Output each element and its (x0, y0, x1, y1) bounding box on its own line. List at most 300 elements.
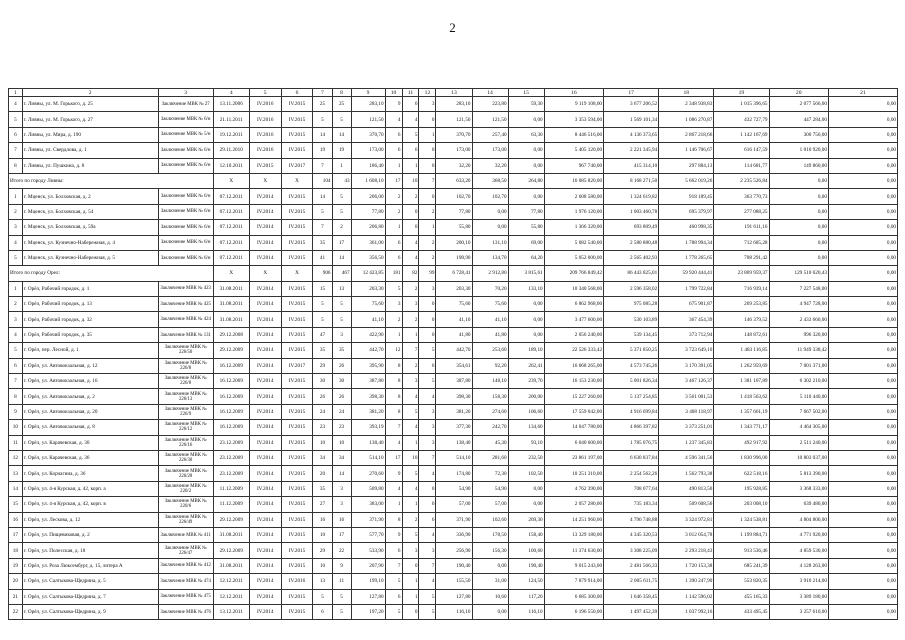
address-cell: г. Орёл, ул. Автовокзальная, д. 8 (22, 420, 158, 435)
value-cell: 1 010 920,00 (769, 143, 828, 158)
value-cell: IV.2016 (249, 112, 281, 127)
row-index: 7 (9, 374, 23, 389)
subtotal-cell: 10 (402, 173, 419, 188)
value-cell: IV.2015 (281, 512, 313, 527)
value-cell: 269,30 (508, 512, 544, 527)
value-cell: 3 (402, 374, 419, 389)
value-cell: 14 (313, 127, 332, 142)
subtotal-cell: 17 (385, 173, 402, 188)
value-cell: IV.2015 (281, 374, 313, 389)
subtotal-cell: 209 766 849,42 (544, 266, 603, 281)
address-cell: г. Орёл, ул. Корчагина, д. 36 (22, 466, 158, 481)
value-cell: 1 720 153,38 (659, 558, 714, 573)
value-cell: 7 227 548,00 (769, 281, 828, 296)
value-cell: 54,90 (436, 481, 472, 496)
value-cell: 5 (313, 204, 332, 219)
value-cell: 0,00 (828, 297, 897, 312)
table-row (9, 127, 898, 142)
value-cell: 1 (402, 574, 419, 589)
value-cell: 6 862 968,00 (544, 297, 603, 312)
value-cell: 1 788 994,34 (659, 235, 714, 250)
value-cell: 442,70 (436, 343, 472, 358)
value-cell: 2 (402, 358, 419, 373)
value-cell: 134,60 (508, 420, 544, 435)
value-cell: 10 340 568,00 (544, 281, 603, 296)
document-cell: Заключение МВК № 226/47 (158, 543, 213, 558)
value-cell: 0,00 (828, 497, 897, 512)
value-cell: 0,00 (828, 189, 897, 204)
value-cell: 6 (402, 143, 419, 158)
subtotal-cell: X (213, 266, 249, 281)
value-cell: IV.2015 (281, 589, 313, 604)
value-cell: 5 (419, 604, 436, 619)
address-cell: г. Орёл, Рабочий городок, д. 13 (22, 297, 158, 312)
value-cell: 4 762 390,00 (544, 481, 603, 496)
value-cell: 0,00 (828, 112, 897, 127)
value-cell: IV.2014 (249, 574, 281, 589)
value-cell: 616 147,59 (714, 143, 769, 158)
value-cell: 398,30 (436, 389, 472, 404)
value-cell: 2 057 280,00 (544, 497, 603, 512)
column-number-cell: 9 (351, 89, 385, 97)
value-cell: 0,00 (828, 281, 897, 296)
value-cell: 257,40 (472, 127, 508, 142)
value-cell: 133,10 (508, 281, 544, 296)
value-cell: 0,00 (828, 343, 897, 358)
value-cell: 0 (419, 143, 436, 158)
value-cell: 55,80 (436, 220, 472, 235)
value-cell: 1 (402, 589, 419, 604)
value-cell: 3 012 054,78 (659, 527, 714, 542)
value-cell: 283,10 (351, 97, 385, 112)
value-cell: 191 611,16 (714, 220, 769, 235)
value-cell: 16 153 230,00 (544, 374, 603, 389)
value-cell: 34 (332, 450, 351, 465)
subtotal-cell: 3 815,61 (508, 266, 544, 281)
date-cell: 23.12.2009 (213, 435, 249, 450)
value-cell: 17 (332, 527, 351, 542)
address-cell: г. Ливны, ул. М. Горького, д. 27 (22, 112, 158, 127)
address-cell: г. Орёл, ул. Автовокзальная, д. 2 (22, 389, 158, 404)
value-cell: 639 480,00 (769, 497, 828, 512)
value-cell: 274,60 (472, 404, 508, 419)
row-index: 14 (9, 481, 23, 496)
document-cell: Заключение МВК № 6/н (158, 112, 213, 127)
value-cell: IV.2015 (281, 204, 313, 219)
row-index: 2 (9, 204, 23, 219)
value-cell: 30 (313, 374, 332, 389)
value-cell: 2 (332, 220, 351, 235)
value-cell: 530 103,89 (604, 312, 659, 327)
value-cell: 8 (385, 389, 402, 404)
value-cell: 0,00 (828, 435, 897, 450)
value-cell: 442,70 (351, 343, 385, 358)
value-cell: 367 454,39 (659, 312, 714, 327)
value-cell: 77,80 (351, 204, 385, 219)
value-cell: 1 390 247,90 (659, 574, 714, 589)
value-cell: 5 (332, 589, 351, 604)
value-cell: 20 (313, 466, 332, 481)
address-cell: г. Ливны, ул. М. Горького, д. 25 (22, 97, 158, 112)
value-cell: IV.2015 (281, 143, 313, 158)
value-cell: 5 371 850,25 (604, 343, 659, 358)
value-cell: 0,00 (472, 204, 508, 219)
value-cell: 277 088,25 (714, 204, 769, 219)
row-index: 13 (9, 466, 23, 481)
value-cell: 0,00 (828, 204, 897, 219)
document-cell: Заключение МВК № 226/9 (158, 404, 213, 419)
value-cell: 7 001 371,00 (769, 358, 828, 373)
table-row (9, 435, 898, 450)
document-cell: Заключение МВК № 27 (158, 97, 213, 112)
value-cell: 1 357 661,19 (714, 404, 769, 419)
date-cell: 31.08.2011 (213, 312, 249, 327)
value-cell: 1 (385, 497, 402, 512)
value-cell: 918 189,45 (659, 189, 714, 204)
value-cell: 41,10 (472, 312, 508, 327)
value-cell: 7 (313, 220, 332, 235)
address-cell: г. Орёл, ул. 4-я Курская, д. 42, корп. в (22, 497, 158, 512)
document-cell: Заключение МВК № 6/н (158, 220, 213, 235)
date-cell: 12.12.2011 (213, 589, 249, 604)
value-cell: 447 284,00 (769, 112, 828, 127)
value-cell: 239,70 (508, 374, 544, 389)
value-cell: 577,70 (351, 527, 385, 542)
value-cell: 708 291,42 (714, 250, 769, 265)
row-index: 5 (9, 112, 23, 127)
subtotal-cell: 82 (402, 266, 419, 281)
table-row (9, 250, 898, 265)
value-cell: 693 809,49 (604, 220, 659, 235)
value-cell: 1 037 992,16 (659, 604, 714, 619)
table-row (9, 281, 898, 296)
value-cell: IV.2015 (249, 158, 281, 173)
row-index: 17 (9, 527, 23, 542)
column-number-cell: 13 (436, 89, 472, 97)
value-cell: 203,30 (436, 281, 472, 296)
value-cell: 539 134,45 (604, 327, 659, 342)
value-cell: 10,60 (472, 589, 508, 604)
value-cell: 0,00 (828, 558, 897, 573)
address-cell: г. Орёл, Рабочий городок, д. 32 (22, 312, 158, 327)
value-cell: 5 (313, 589, 332, 604)
value-cell: 6 685 300,00 (544, 589, 603, 604)
subtotal-cell: 43 (332, 173, 351, 188)
value-cell: 1 199 884,71 (714, 527, 769, 542)
value-cell: 2 596 358,02 (604, 281, 659, 296)
value-cell: 7 (313, 158, 332, 173)
value-cell: IV.2014 (249, 235, 281, 250)
value-cell: IV.2014 (249, 358, 281, 373)
value-cell: 509,80 (351, 481, 385, 496)
row-index: 6 (9, 127, 23, 142)
value-cell: IV.2014 (249, 343, 281, 358)
value-cell: 1 483 116,85 (714, 343, 769, 358)
column-number-cell: 16 (544, 89, 603, 97)
value-cell: 0,00 (508, 481, 544, 496)
row-index: 3 (9, 220, 23, 235)
value-cell: 6 (402, 97, 419, 112)
document-cell: Заключение МВК № 220/6 (158, 497, 213, 512)
value-cell: IV.2015 (281, 327, 313, 342)
document-cell: Заключение МВК № 226/16 (158, 435, 213, 450)
table-row (9, 389, 898, 404)
value-cell: 6 040 600,00 (544, 435, 603, 450)
value-cell: 695 379,97 (659, 204, 714, 219)
table-row (9, 158, 898, 173)
value-cell: IV.2014 (249, 558, 281, 573)
value-cell: 13 (313, 574, 332, 589)
value-cell: 0,00 (828, 127, 897, 142)
column-number-cell: 7 (313, 89, 332, 97)
value-cell: 174,80 (436, 466, 472, 481)
document-cell: Заключение МВК № 226/49 (158, 512, 213, 527)
value-cell: 2 056 240,00 (544, 327, 603, 342)
date-cell: 21.11.2011 (213, 112, 249, 127)
value-cell: 622 518,16 (714, 466, 769, 481)
table-row (9, 420, 898, 435)
value-cell: IV.2014 (249, 189, 281, 204)
value-cell: 9 015 243,00 (544, 558, 603, 573)
value-cell: 373 712,94 (659, 327, 714, 342)
value-cell: IV.2014 (249, 281, 281, 296)
value-cell: 2 481 566,33 (604, 558, 659, 573)
value-cell: 2 221 345,94 (604, 143, 659, 158)
value-cell: 6 (385, 143, 402, 158)
value-cell: 0,00 (828, 158, 897, 173)
value-cell: 4 136 373,65 (604, 127, 659, 142)
date-cell: 31.08.2011 (213, 558, 249, 573)
value-cell: 8 446 516,00 (544, 127, 603, 142)
value-cell: 189,10 (508, 343, 544, 358)
value-cell: 393,19 (351, 420, 385, 435)
value-cell: 0,00 (508, 143, 544, 158)
address-cell: г. Орёл, ул. Автовокзальная, д. 16 (22, 374, 158, 389)
housing-program-table (8, 88, 898, 620)
value-cell: 3 (385, 297, 402, 312)
value-cell: 283,10 (436, 97, 472, 112)
value-cell: 0,00 (769, 235, 828, 250)
value-cell: 0,00 (828, 143, 897, 158)
value-cell: IV.2014 (249, 204, 281, 219)
value-cell: 10 (332, 435, 351, 450)
column-number-cell: 18 (659, 89, 714, 97)
value-cell: 7 667 502,00 (769, 404, 828, 419)
value-cell: 19 (332, 143, 351, 158)
value-cell: 0,00 (828, 235, 897, 250)
value-cell: 29 (313, 543, 332, 558)
value-cell: 25 (332, 97, 351, 112)
column-number-cell: 10 (385, 89, 402, 97)
document-cell: Заключение МВК № 5/н (158, 127, 213, 142)
subtotal-cell: 6 728,41 (436, 266, 472, 281)
value-cell: 0,00 (828, 312, 897, 327)
document-cell: Заключение МВК № 131 (158, 327, 213, 342)
value-cell: 206,00 (351, 189, 385, 204)
value-cell: 2 (419, 204, 436, 219)
row-index: 4 (9, 97, 23, 112)
value-cell: 3 373 251,01 (659, 420, 714, 435)
address-cell: г. Мценск, ул. Болховская, д. 2 (22, 189, 158, 204)
subtotal-cell: 8 168 271,50 (604, 173, 659, 188)
value-cell: 0 (402, 604, 419, 619)
value-cell: IV.2014 (249, 389, 281, 404)
value-cell: 116,10 (436, 604, 472, 619)
value-cell: 4 464 305,00 (769, 420, 828, 435)
value-cell: 138,40 (351, 435, 385, 450)
value-cell: 57,00 (436, 497, 472, 512)
column-number-cell: 11 (402, 89, 419, 97)
value-cell: 2 (385, 312, 402, 327)
value-cell: 4 (402, 250, 419, 265)
value-cell: 16 (332, 512, 351, 527)
value-cell: 3 (402, 543, 419, 558)
value-cell: 3 (419, 543, 436, 558)
date-cell: 16.12.2009 (213, 358, 249, 373)
value-cell: 0 (419, 189, 436, 204)
value-cell: 5 405 120,00 (544, 143, 603, 158)
value-cell: 383,00 (351, 497, 385, 512)
value-cell: 173,00 (436, 143, 472, 158)
value-cell: 0,00 (769, 220, 828, 235)
value-cell: 16 (313, 512, 332, 527)
value-cell: 1 (402, 435, 419, 450)
date-cell: 29.12.2009 (213, 343, 249, 358)
value-cell: 0,00 (508, 158, 544, 173)
value-cell: 281,60 (472, 450, 508, 465)
value-cell: 35 (313, 235, 332, 250)
value-cell: 77,80 (508, 204, 544, 219)
date-cell: 16.12.2009 (213, 420, 249, 435)
value-cell: 269 253,85 (714, 297, 769, 312)
value-cell: 5 (402, 404, 419, 419)
value-cell: 6 (419, 358, 436, 373)
value-cell: 45,30 (472, 435, 508, 450)
value-cell: 2 580 880,48 (604, 235, 659, 250)
value-cell: 146 379,52 (714, 312, 769, 327)
value-cell: IV.2014 (249, 435, 281, 450)
value-cell: 5 (332, 204, 351, 219)
document-cell: Заключение МВК № 6/н (158, 158, 213, 173)
subtotal-cell: 5 662 019,26 (659, 173, 714, 188)
column-number-cell: 12 (419, 89, 436, 97)
value-cell: 0,00 (828, 543, 897, 558)
value-cell: 10 (313, 558, 332, 573)
value-cell: 3 (402, 297, 419, 312)
value-cell: 4 (419, 527, 436, 542)
table-row (9, 327, 898, 342)
value-cell: IV.2014 (249, 466, 281, 481)
value-cell: 6 (419, 512, 436, 527)
value-cell: IV.2015 (281, 312, 313, 327)
address-cell: г. Орёл, ул. 4-я Курская, д. 42, корп. а (22, 481, 158, 496)
value-cell: 0 (402, 558, 419, 573)
row-index: 19 (9, 558, 23, 573)
value-cell: IV.2014 (249, 312, 281, 327)
value-cell: 59,30 (508, 97, 544, 112)
value-cell: 26 (332, 358, 351, 373)
document-cell: Заключение МВК № 474 (158, 574, 213, 589)
row-index: 7 (9, 143, 23, 158)
value-cell: 3 389 180,00 (769, 589, 828, 604)
value-cell: 4 345 320,53 (604, 527, 659, 542)
value-cell: 16 068 265,00 (544, 358, 603, 373)
value-cell: 0,00 (769, 204, 828, 219)
value-cell: 371,90 (436, 512, 472, 527)
address-cell: г. Орёл, Рабочий городок, д. 35 (22, 327, 158, 342)
value-cell: IV.2015 (281, 420, 313, 435)
row-index: 8 (9, 158, 23, 173)
value-cell: 1 (419, 220, 436, 235)
address-cell: г. Мценск, ул. Кузнечно-Набережная, д. 5 (22, 250, 158, 265)
value-cell: 1 830 996,00 (714, 450, 769, 465)
value-cell: 178,50 (472, 527, 508, 542)
value-cell: 0,00 (828, 389, 897, 404)
value-cell: IV.2017 (281, 358, 313, 373)
column-number-cell: 19 (714, 89, 769, 97)
table-row (9, 481, 898, 496)
value-cell: 11 374 630,00 (544, 543, 603, 558)
value-cell: 24 (313, 404, 332, 419)
value-cell: 6 (385, 127, 402, 142)
value-cell: 4 596 341,56 (659, 450, 714, 465)
value-cell: 54,90 (472, 481, 508, 496)
value-cell: 1 015 396,65 (714, 97, 769, 112)
value-cell: 102,50 (508, 466, 544, 481)
value-cell: 0,00 (769, 250, 828, 265)
value-cell: 232,50 (508, 450, 544, 465)
value-cell: IV.2015 (281, 450, 313, 465)
value-cell: 8 (385, 374, 402, 389)
value-cell: 3 (419, 420, 436, 435)
column-number-row (9, 89, 898, 97)
value-cell: 75,60 (436, 297, 472, 312)
subtotal-cell: 59 920 444,41 (659, 266, 714, 281)
value-cell: 5 (313, 312, 332, 327)
value-cell: IV.2014 (249, 327, 281, 342)
value-cell: 13 329 180,00 (544, 527, 603, 542)
value-cell: 0,00 (508, 497, 544, 512)
value-cell: 5 (332, 604, 351, 619)
row-index: 18 (9, 543, 23, 558)
value-cell: 6 (385, 589, 402, 604)
value-cell: 5 (402, 527, 419, 542)
value-cell: 371,90 (351, 512, 385, 527)
column-number-cell: 1 (9, 89, 23, 97)
value-cell: 1 142 596,02 (659, 589, 714, 604)
value-cell: 15 227 260,00 (544, 389, 603, 404)
value-cell: 4 916 699,84 (604, 404, 659, 419)
value-cell: 0,00 (828, 481, 897, 496)
value-cell: IV.2015 (281, 558, 313, 573)
value-cell: 57,00 (472, 497, 508, 512)
value-cell: 0,00 (828, 466, 897, 481)
value-cell: 1 (385, 158, 402, 173)
value-cell: 381,20 (351, 404, 385, 419)
row-index: 3 (9, 312, 23, 327)
value-cell: 3 324 972,81 (659, 512, 714, 527)
table-row (9, 512, 898, 527)
value-cell: 55,80 (508, 220, 544, 235)
address-cell: г. Орёл, ул. Карачевская, д. 36 (22, 450, 158, 465)
value-cell: 6 302 210,00 (769, 374, 828, 389)
value-cell: 398,30 (351, 389, 385, 404)
value-cell: 4 (419, 389, 436, 404)
value-cell: 0,00 (508, 312, 544, 327)
value-cell: 4 947 728,00 (769, 297, 828, 312)
value-cell: 242,70 (472, 420, 508, 435)
value-cell: 0 (419, 297, 436, 312)
